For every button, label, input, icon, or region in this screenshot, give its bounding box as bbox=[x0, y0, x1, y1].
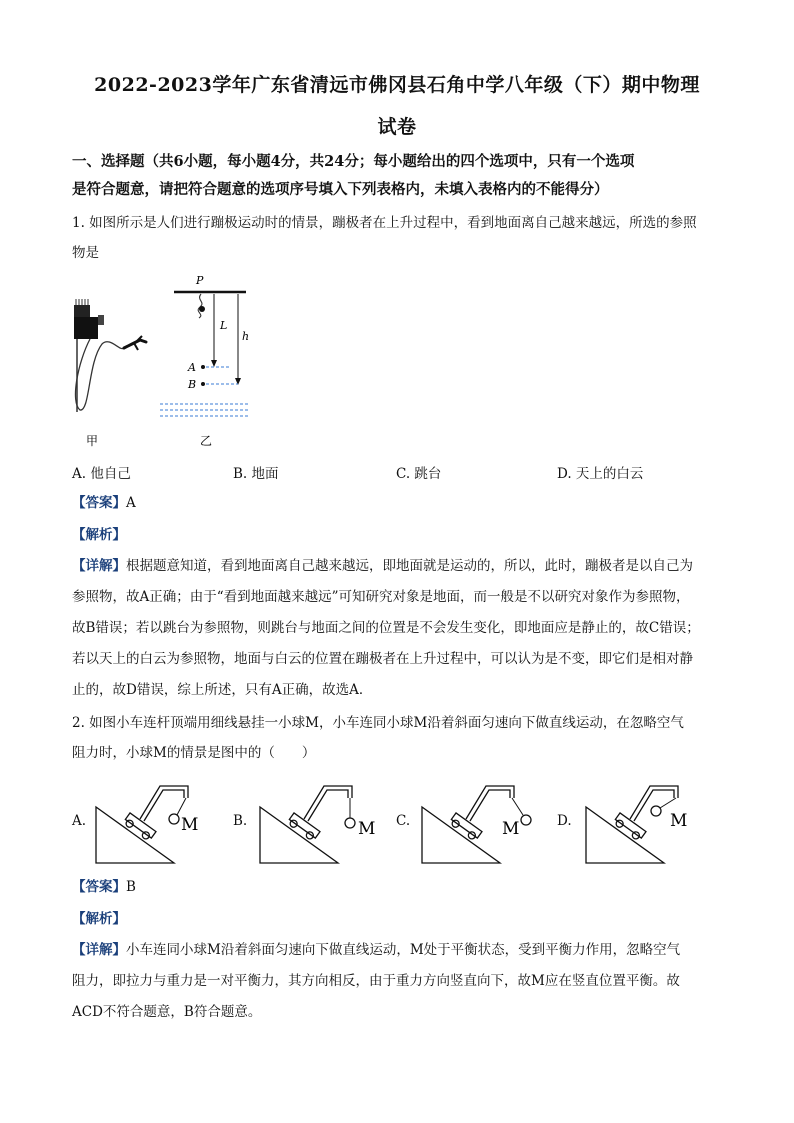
q1-option-b[interactable]: B. 地面 bbox=[233, 466, 279, 482]
svg-text:M: M bbox=[670, 811, 688, 831]
q2-stem-line1: 2. 如图小车连杆顶端用细线悬挂一小球M，小车连同小球M沿着斜面匀速向下做直线运动，在忽略空气 bbox=[72, 715, 684, 731]
q1-option-a[interactable]: A. 他自己 bbox=[72, 466, 131, 482]
svg-text:M: M bbox=[358, 819, 376, 839]
q1-answer-value: A bbox=[126, 495, 136, 511]
q2-detail-tag: 【详解】 bbox=[72, 942, 126, 958]
q2-option-c-letter[interactable]: C. bbox=[396, 813, 411, 829]
point-b bbox=[201, 382, 205, 386]
q1-analysis-tag: 【解析】 bbox=[72, 527, 126, 543]
exam-title-line2: 试卷 bbox=[377, 116, 417, 138]
label-b: B bbox=[188, 378, 197, 391]
point-a bbox=[201, 365, 205, 369]
bungee-cord bbox=[75, 339, 124, 410]
label-p: P bbox=[196, 274, 204, 287]
caption-jia: 甲 bbox=[86, 434, 99, 448]
q2-stem-line2: 阻力时，小球M的情景是图中的（ ） bbox=[72, 745, 316, 761]
caption-yi: 乙 bbox=[200, 434, 213, 448]
q1-detail-line4: 若以天上的白云为参照物，地面与白云的位置在蹦极者在上升过程中，可以认为是不变，即它们是相对静 bbox=[72, 651, 693, 667]
q1-stem-line2: 物是 bbox=[72, 245, 99, 261]
q2-detail-line3: ACD不符合题意，B符合题意。 bbox=[72, 1004, 262, 1020]
q1-detail-line3: 故B错误；若以跳台为参照物，则跳台与地面之间的位置是不会发生变化，即地面应是静止的，故C错误； bbox=[72, 620, 700, 636]
q1-figure bbox=[60, 272, 300, 452]
q1-option-c[interactable]: C. 跳台 bbox=[396, 466, 442, 482]
q1-detail-line1: 【详解】根据题意知道，看到地面离自己越来越远，即地面就是运动的，所以，此时，蹦极者是以自己为 bbox=[72, 558, 693, 574]
q2-option-b-letter[interactable]: B. bbox=[233, 813, 248, 829]
section-heading-line1: 一、选择题（共6小题，每小题4分，共24分；每小题给出的四个选项中，只有一个选项 bbox=[72, 153, 635, 170]
q2-answer-value: B bbox=[126, 879, 136, 895]
jumper-schematic-icon bbox=[198, 294, 205, 318]
q2-detail-line2: 阻力，即拉力与重力是一对平衡力，其方向相反，由于重力方向竖直向下，故M应在竖直位置平衡。故 bbox=[72, 973, 680, 989]
q2-analysis-tag: 【解析】 bbox=[72, 911, 126, 927]
q2-option-c-figure[interactable] bbox=[416, 770, 556, 870]
water-surface bbox=[160, 404, 248, 416]
q1-detail-line2: 参照物，故A正确；由于“看到地面越来越远”可知研究对象是地面，而一般是不以研究对象作为参照物， bbox=[72, 589, 690, 605]
q1-detail-line5: 止的，故D错误，综上所述，只有A正确，故选A． bbox=[72, 682, 373, 698]
q2-detail-line1: 【详解】小车连同小球M沿着斜面匀速向下做直线运动，M处于平衡状态，受到平衡力作用，忽略空气 bbox=[72, 942, 681, 958]
label-a: A bbox=[188, 361, 196, 374]
q2-answer bbox=[72, 877, 732, 897]
bungee-platform-icon bbox=[74, 299, 104, 412]
q2-option-a-letter[interactable]: A. bbox=[72, 813, 87, 829]
jumper-icon bbox=[124, 336, 146, 350]
q2-option-d-letter[interactable]: D. bbox=[557, 813, 572, 829]
label-h: h bbox=[242, 330, 250, 343]
q1-answer bbox=[72, 493, 732, 513]
q2-answer-tag: 【答案】 bbox=[72, 879, 126, 895]
section-heading-line2: 是符合题意，请把符合题意的选项序号填入下列表格内，未填入表格内的不能得分） bbox=[72, 181, 609, 198]
svg-text:M: M bbox=[181, 815, 199, 835]
q2-option-b-figure[interactable] bbox=[254, 770, 394, 870]
svg-text:M: M bbox=[502, 819, 520, 839]
q1-option-d[interactable]: D. 天上的白云 bbox=[557, 466, 644, 482]
section-heading bbox=[72, 148, 732, 204]
q1-detail-tag: 【详解】 bbox=[72, 558, 126, 574]
exam-title-line1: 2022-2023学年广东省清远市佛冈县石角中学八年级（下）期中物理 bbox=[94, 74, 700, 96]
label-l: L bbox=[220, 319, 228, 332]
q1-stem-line1: 1. 如图所示是人们进行蹦极运动时的情景，蹦极者在上升过程中，看到地面离自己越来越远，所选的参照 bbox=[72, 215, 697, 231]
q2-option-a-figure[interactable] bbox=[90, 770, 230, 870]
q2-option-d-figure[interactable] bbox=[580, 770, 720, 870]
q1-answer-tag: 【答案】 bbox=[72, 495, 126, 511]
